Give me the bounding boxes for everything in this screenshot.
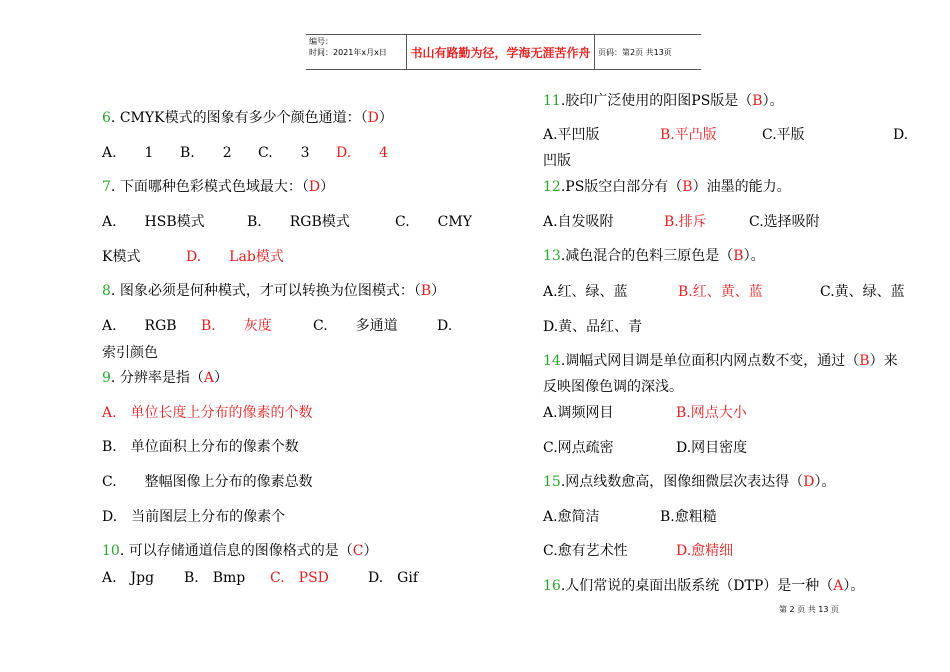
option-b: B.愈粗糙 [660,509,717,525]
answer-mark: C [352,543,364,559]
option-a: A.平凹版 [543,127,600,143]
question-number: 7 [102,179,111,195]
question-11 [543,92,784,110]
question-close: ）。 [814,474,836,490]
question-close: ）。 [762,93,784,109]
question-number: 8 [102,283,111,299]
option-a: A. 单位长度上分布的像素的个数 [102,405,313,421]
answer-mark: B [682,179,693,195]
question-stem: . 分辨率是指（ [110,370,204,386]
question-number: 11 [543,93,561,109]
question-stem: .网点线数愈高，图像细微层次表达得（ [560,474,804,490]
question-close: ）。 [743,248,765,264]
option-a: A. RGB [102,318,177,334]
option-d: D. Lab模式 [186,249,284,265]
question-number: 6 [102,110,111,126]
question-close: ）来 [869,353,898,369]
option-d: D.愈精细 [676,543,734,559]
question-stem: . CMYK模式的图象有多少个颜色通道：（ [110,110,368,126]
question-14-line2: 反映图像色调的深浅。 [543,379,683,395]
option-c: C. 3 [258,145,310,161]
option-c: C.愈有艺术性 [543,543,628,559]
question-close: ）。 [843,578,865,594]
option-d: D.网目密度 [676,440,748,456]
answer-mark: A [833,578,844,594]
page-footer: 第 2 页 共 13 页 [779,605,839,614]
question-close: ） [431,283,446,299]
answer-mark: D [308,179,321,195]
option-d: D. [437,318,453,334]
option-d: D. [893,127,909,143]
option-b: B. 灰度 [201,318,272,334]
page-header [306,34,701,70]
option-a: A.自发吸附 [543,214,614,230]
question-6 [102,109,393,127]
question-14 [543,352,898,370]
question-9 [102,369,228,387]
option-c: C.黄、绿、蓝 [820,284,905,300]
question-16 [543,577,864,595]
option-d: D. 当前图层上分布的像素个 [102,509,286,525]
option-c: C. PSD [270,570,329,586]
question-7 [102,178,334,196]
question-close: ）油墨的能力。 [692,179,791,195]
option-a: A. 1 [102,145,154,161]
header-code: 编号： [309,37,333,46]
question-number: 16 [543,578,561,594]
header-time: 时间：2021年x月x日 [309,48,387,57]
answer-mark: B [733,248,744,264]
option-b: B. Bmp [184,570,246,586]
question-stem: .人们常说的桌面出版系统（DTP）是一种（ [560,578,834,594]
option-d-cont: 索引颜色 [102,345,158,361]
question-number: 15 [543,474,561,490]
option-d: D. 4 [336,145,389,161]
option-b: B.网点大小 [676,405,747,421]
header-meta [306,35,407,69]
question-10 [102,542,377,560]
answer-mark: B [859,353,870,369]
question-close: ） [213,370,228,386]
question-number: 9 [102,370,111,386]
question-number: 13 [543,248,561,264]
question-stem: .调幅式网目调是单位面积内网点数不变，通过（ [560,353,860,369]
question-close: ） [378,110,393,126]
option-d-cont: 凹版 [543,153,571,169]
option-b: B.平凸版 [660,127,717,143]
option-a: A. Jpg [102,570,155,586]
option-b: B. 单位面积上分布的像素个数 [102,439,299,455]
answer-mark: A [203,370,214,386]
question-close: ） [320,179,335,195]
option-c: C.网点疏密 [543,440,614,456]
question-stem: .胶印广泛使用的阳图PS版是（ [560,93,753,109]
answer-mark: B [752,93,763,109]
header-motto: 书山有路勤为径，学海无涯苦作舟 [407,35,595,69]
question-stem: . 下面哪种色彩模式色域最大：（ [110,179,309,195]
question-8 [102,282,445,300]
question-13 [543,247,765,265]
option-c: C.平版 [762,127,805,143]
option-b: B.红、黄、蓝 [678,284,763,300]
question-number: 10 [102,543,120,559]
option-c: C. CMY [395,214,472,230]
option-b: B. RGB模式 [247,214,350,230]
option-c: C. 多通道 [313,318,398,334]
option-a: A.愈简洁 [543,509,600,525]
answer-mark: B [420,283,432,299]
question-stem: . 图象必须是何种模式，才可以转换为位图模式：（ [110,283,421,299]
option-c: C. 整幅图像上分布的像素总数 [102,474,313,490]
question-number: 12 [543,179,561,195]
question-15 [543,473,836,491]
option-d: D. Gif [368,570,419,586]
question-stem: .PS版空白部分有（ [560,179,683,195]
option-c-cont: K模式 [102,249,141,265]
option-a: A.红、绿、蓝 [543,284,628,300]
option-d: D.黄、品红、青 [543,319,643,335]
question-stem: .减色混合的色料三原色是（ [560,248,734,264]
answer-mark: D [803,474,815,490]
answer-mark: D [367,110,379,126]
question-12 [543,178,791,196]
option-a: A. HSB模式 [102,214,205,230]
question-number: 14 [543,353,561,369]
option-a: A.调频网目 [543,405,614,421]
header-page: 页码：第2页 共13页 [598,47,672,57]
option-c: C.选择吸附 [749,214,820,230]
question-close: ） [363,543,378,559]
option-b: B. 2 [180,145,232,161]
question-stem: . 可以存储通道信息的图像格式的是（ [119,543,353,559]
option-b: B.排斥 [664,214,707,230]
